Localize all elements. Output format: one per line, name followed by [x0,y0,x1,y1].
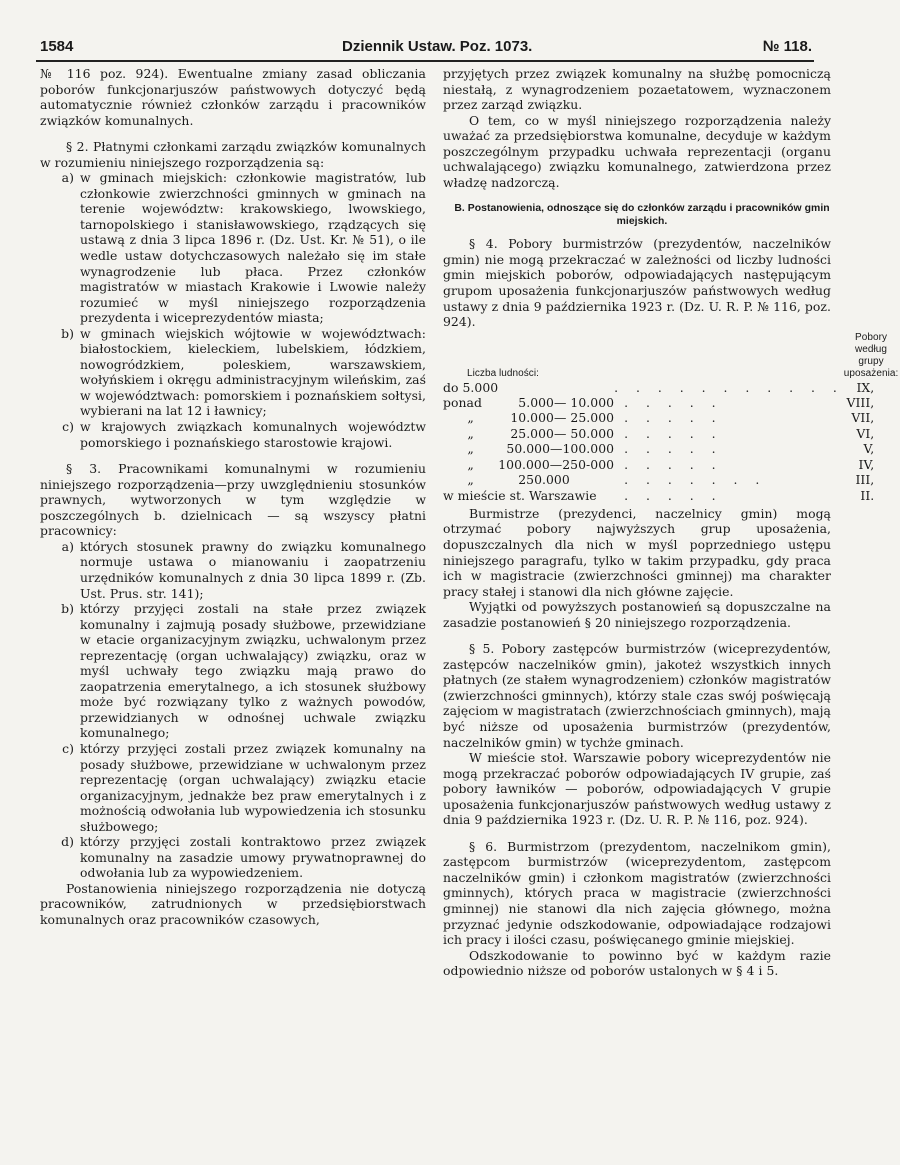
row-prefix: do 5.000 [443,379,499,395]
page-number: 1584 [40,38,74,55]
section-5-text: § 5. Pobory zastępców burmistrzów (wiceprezydentów, zastępców naczelników gmin), jakoteż wszystkich innych płatnych (ze stałem wynagrodzeniem) członków magistratów (zwierzchności gminnych), którzy stale czas swój poświęcają zajęciom w magistratach (zwierzchnościach gminnych), mają być niższe od uposażenia burmistrzów (prezydentów, naczelników gmin) w tychże gminach. [443,641,831,750]
page-header [32,38,812,62]
row-dots: . . . . . . . [624,472,767,488]
item-label: c) [62,740,74,756]
exceptions-paragraph: Wyjątki od powyższych postanowień są dopuszczalne na zasadzie postanowień § 20 niniejszego rozporządzenia. [443,599,831,630]
journal-title: Dziennik Ustaw. Poz. 1073. [342,38,533,55]
row-range [498,380,614,395]
section-b-heading: B. Postanowienia, odnoszące się do członków zarządu i pracowników gmin miejskich. [454,203,830,228]
table-row [443,380,898,395]
table-row [443,441,898,456]
right-column [443,66,899,979]
row-group: VII, [851,410,875,426]
section-2-item-b [40,326,426,419]
item-text: w krajowych związkach komunalnych województw pomorskiego i poznańskiego starostowie krajowi. [80,419,426,450]
item-label: a) [61,538,74,554]
row-dots: . . . . . [624,456,723,472]
item-text: którzy przyjęci zostali na stałe przez związek komunalny i zajmują posady służbowe, przewidziane w etacie organizacyjnym związku, uchwalonym przez reprezentację (organ uchwalający) związku, oraz w myśl uchwały tego związku mają prawo do zaopatrzenia emerytalnego, a ich stosunek służbowy może być rozwiązany tylko z ważnych powodów, przewidzianych w odnośnej uchwale związku komunalnego; [80,601,426,741]
issue-number: № 118. [762,38,812,55]
row-dots: . . . . . [624,425,723,441]
enterprise-definition: O tem, co w myśl niniejszego rozporządzenia należy uważać za przedsiębiorstwa komunalne, decyduje w każdym poszczególnym przypadku uchwała reprezentacji (organu uchwalającego) związku komunalnego, zatwierdzona przez władzę nadzorczą. [443,112,831,190]
item-text: w gminach miejskich: członkowie magistratów, lub członkowie zwierzchności gminnych w gminach na terenie województw: krakowskiego, lwowskiego, tarnopolskiego i stanisławowskiego, rządzących się ustawą z dnia 3 lipca 1896 r. (Dz. Ust. Kr. № 51), o ile wedle ustaw dotychczasowych należało się im stałe wynagrodzenie lub płaca. Przez członków magistratów w miastach Krakowie i Lwowie należy rozumieć w myśl niniejszego rozporządzenia prezydenta i wiceprezydentów miasta; [80,170,426,326]
row-prefix: „ [467,425,474,441]
row-dots: . . . . . . . . . . . [614,379,844,395]
row-range: 5.000— 10.000 [518,395,615,411]
section-2-item-a [40,170,426,325]
item-label: c) [62,419,74,435]
item-label: b) [61,325,74,341]
row-range: 250.000 [518,472,570,488]
table-row [443,457,898,472]
table-row [443,488,898,503]
row-range: 100.000—250-000 [498,456,615,472]
compensation-paragraph: Odszkodowanie to powinno być w każdym razie odpowiednio niższe od poborów ustalonych w § 4 i 5. [443,947,831,979]
col-group-header: Pobory według grupy uposażenia: [843,331,899,379]
table-row [443,472,898,487]
row-group: IV, [858,456,875,472]
row-range: 10.000— 25.000 [510,410,615,426]
row-prefix: „ [467,441,474,457]
section-3-intro: § 3. Pracownikami komunalnymi w rozumieniu niniejszego rozporządzenia—przy uwzględnieniu stosunków prawnych, wytworzonych w tym względzie w poszczególnych b. dzielnicach — są wszyscy płatni pracownicy: [40,461,426,539]
row-range: 25.000— 50.000 [510,425,615,441]
section-3-item-c [40,741,426,834]
table-row [443,426,898,441]
intro-paragraph: № 116 poz. 924). Ewentualne zmiany zasad obliczania poborów funkcjonarjuszów państwowych dotyczyć będą automatycznie również członków zarządu i pracowników związków komunalnych. [40,66,426,128]
left-column [40,66,426,928]
row-prefix: „ [467,456,474,472]
salary-group-table [443,332,898,503]
item-text: których stosunek prawny do związku komunalnego normuje ustawa o mianowaniu i zaopatrzeniu urzędników komunalnych z dnia 30 lipca 1899 r. (Zb. Ust. Prus. str. 141); [80,538,426,601]
closing-paragraph: Postanowienia niniejszego rozporządzenia nie dotyczą pracowników, zatrudnionych w przedsiębiorstwach komunalnych oraz pracowników czasowych, [40,880,426,927]
row-dots: . . . . . [624,410,723,426]
item-label: b) [61,601,74,617]
section-4-text: § 4. Pobory burmistrzów (prezydentów, naczelników gmin) nie mogą przekraczać w zależności od liczby ludności gmin miejskich poborów, odpowiadających następującym grupom uposażenia funkcjonarjuszów państwowych według ustawy z dnia 9 października 1923 r. (Dz. U. R. P. № 116, poz. 924). [443,236,831,330]
item-label: d) [61,834,74,850]
col-population-header: Liczba ludności: [467,367,539,379]
row-group: V, [863,441,875,457]
row-prefix: „ [467,472,474,488]
item-text: którzy przyjęci zostali kontraktowo przez związek komunalny na zasadzie umowy prywatnoprawnej do odwołania lub za wypowiedzeniem. [80,834,426,881]
row-group: IX, [856,379,875,395]
section-3-item-a [40,539,426,601]
row-dots: . . . . . [624,395,723,411]
continuation-paragraph: przyjętych przez związek komunalny na służbę pomocniczą niestałą, z wynagrodzeniem pozaetatowem, wyznaczonem przez zarząd związku. [443,66,831,113]
section-3-item-b [40,601,426,741]
row-prefix: ponad [443,395,482,411]
row-range: 50.000—100.000 [506,441,615,457]
item-label: a) [61,170,74,186]
row-group: VIII, [846,395,875,411]
row-group: II. [860,487,875,503]
item-text: którzy przyjęci zostali przez związek komunalny na posady służbowe, przewidziane w uchwalonym przez reprezentację (organ uchwalający) związku etacie organizacyjnym, jednakże bez praw emerytalnych i z możnością odwołania lub wypowiedzenia ich stosunku służbowego; [80,740,426,834]
header-rule [36,60,814,62]
section-3-item-d [40,834,426,881]
table-row [443,395,898,410]
item-text: w gminach wiejskich wójtowie w województwach: białostockiem, kieleckiem, lubelskiem, łódzkiem, nowogródzkiem, poleskiem, warszawskiem, wołyńskiem i okręgu administracyjnym wileńskim, zaś w województwach: pomorskiem i poznańskiem sołtysi, wybierani na lat 12 i ławnicy; [80,325,426,419]
row-prefix: w mieście st. Warszawie [443,487,597,503]
table-header-row [443,332,898,380]
row-group: III, [855,472,875,488]
section-6-text: § 6. Burmistrzom (prezydentom, naczelnikom gmin), zastępcom burmistrzów (wiceprezydentom, zastępcom naczelników gmin) i członkom magistratów (zwierzchności gminnych), których praca w magistracie (zwierzchności gminnej) nie stanowi dla nich zajęcia głównego, można przyznać jedynie odszkodowanie, odpowiadające rodzajowi ich pracy i ilości czasu, poświęcanego gminie miejskiej. [443,838,831,948]
warsaw-paragraph: W mieście stoł. Warszawie pobory wiceprezydentów nie mogą przekraczać poborów odpowiadających IV grupie, zaś pobory ławników — poborów, odpowiadających V grupie uposażenia funkcjonarjuszów państwowych według ustawy z dnia 9 października 1923 r. (Dz. U. R. P. № 116, poz. 924). [443,750,831,828]
section-2-item-c [40,419,426,450]
section-2-intro: § 2. Płatnymi członkami zarządu związków komunalnych w rozumieniu niniejszego rozporządzenia są: [40,139,426,170]
table-row [443,410,898,425]
row-dots: . . . . . [624,487,723,503]
mayors-paragraph: Burmistrze (prezydenci, naczelnicy gmin) mogą otrzymać pobory najwyższych grup uposażenia, dopuszczalnych dla nich w myśl poprzedniego ustępu niniejszego paragrafu, tylko w takim przypadku, gdy praca ich w magistracie (zwierzchności gminnej) ma charakter pracy stałej i stanowi dla nich główne zajęcie. [443,505,831,599]
row-group: VI, [856,425,875,441]
row-prefix: „ [467,410,474,426]
row-dots: . . . . . [624,441,723,457]
